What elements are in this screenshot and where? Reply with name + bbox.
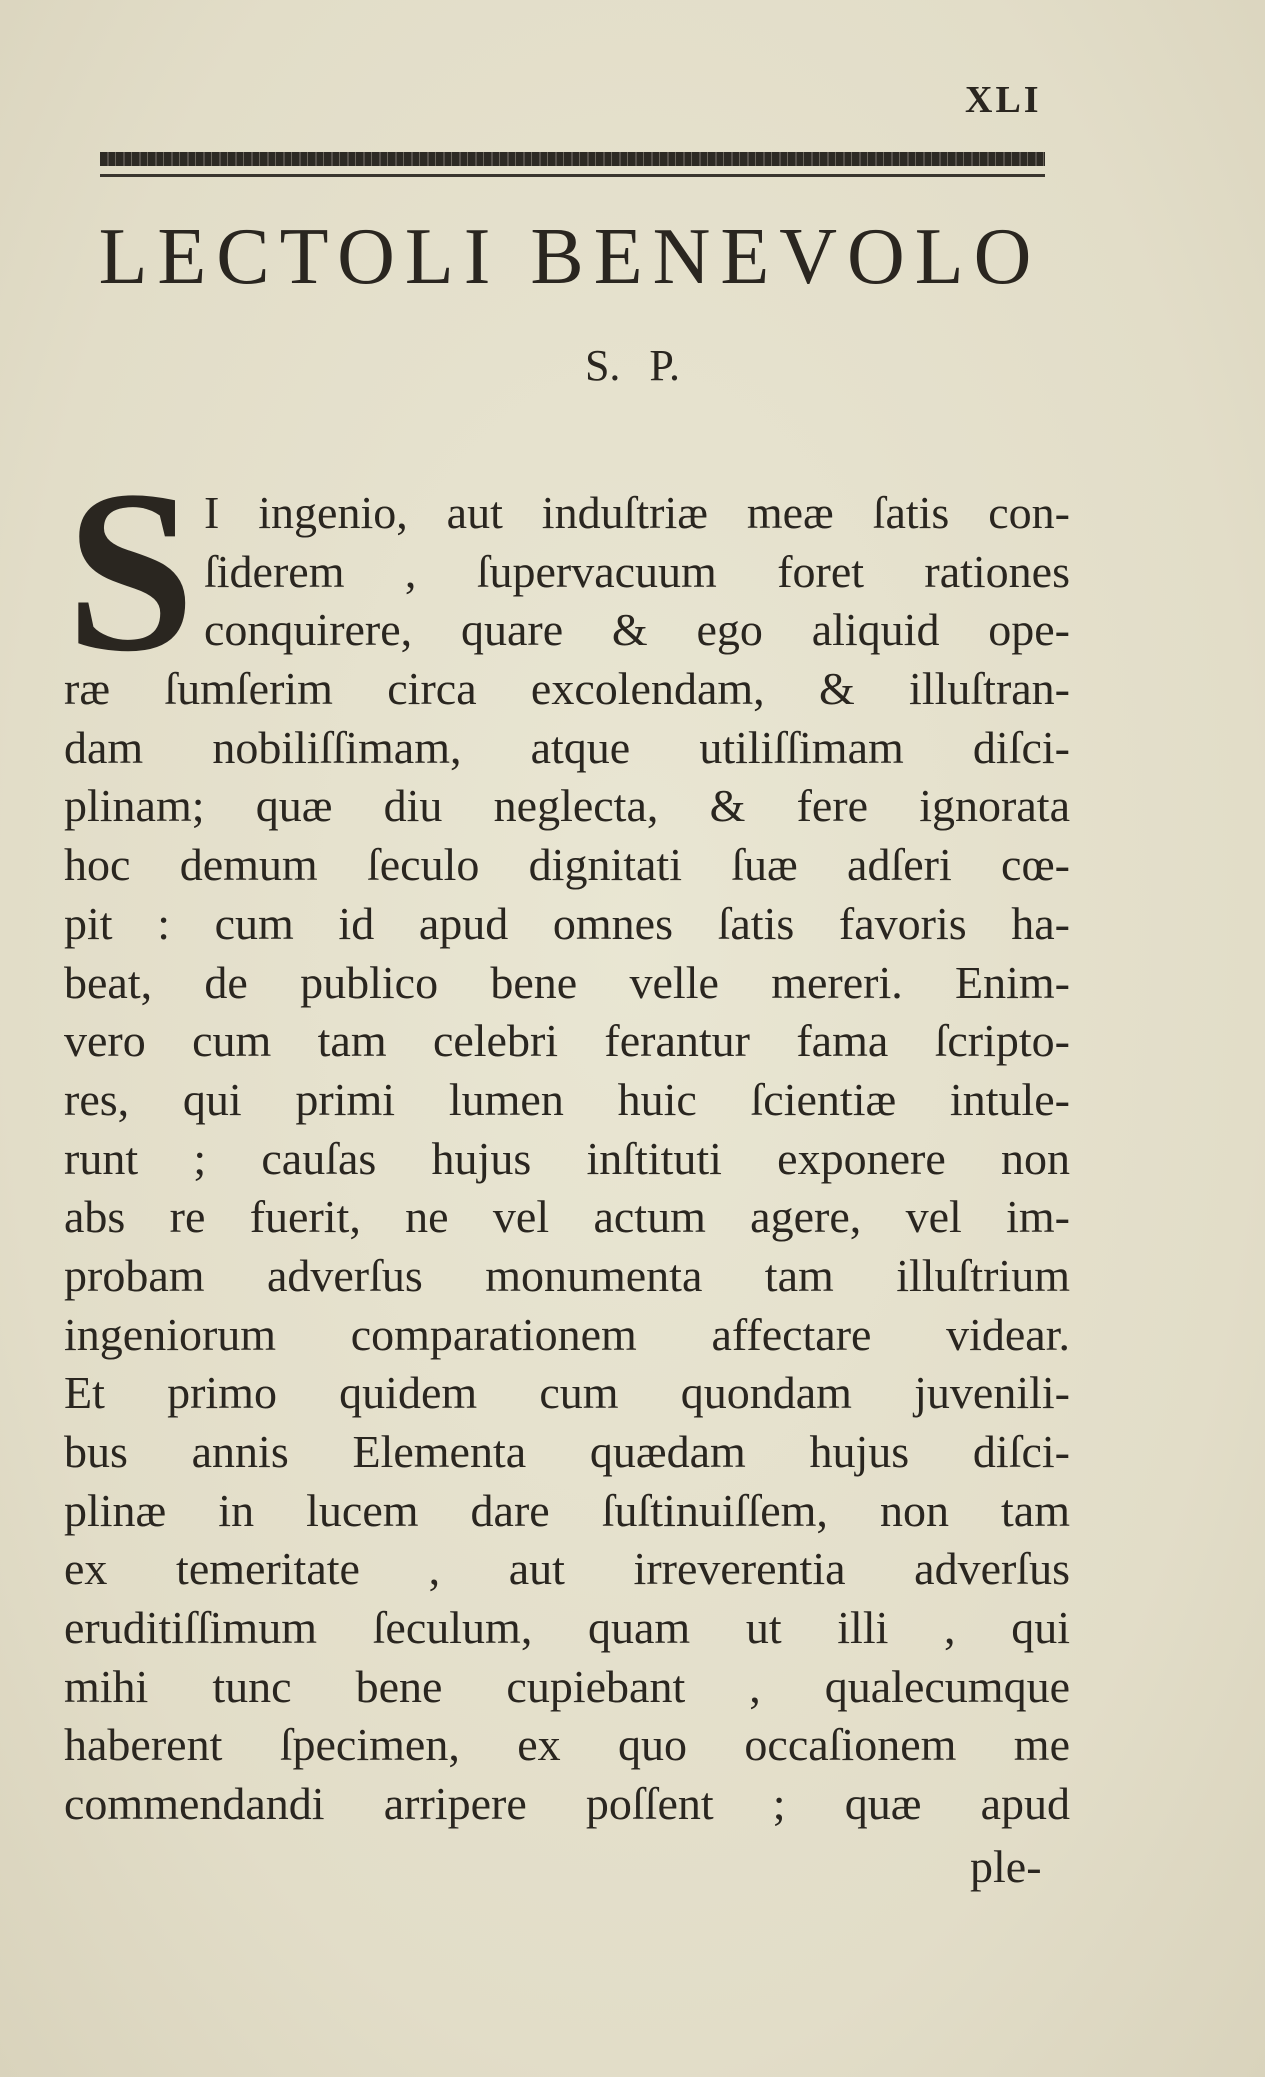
text-line: ex temeritate , aut irreverentia adverſus: [64, 1543, 1070, 1595]
text-line: hoc demum ſeculo dignitati ſuæ adſeri cœ-: [64, 839, 1070, 891]
subtitle: S. P.: [584, 341, 681, 390]
text-line: ingeniorum comparationem affectare videar.: [64, 1308, 1070, 1360]
text-line: ræ ſumſerim circa excolendam, & illuſtran-: [64, 663, 1070, 715]
text-line: runt ; cauſas hujus inſtituti exponere non: [64, 1132, 1070, 1184]
text-line: bus annis Elementa quædam hujus diſci-: [64, 1426, 1070, 1477]
catchword: ple-: [970, 1841, 1042, 1892]
body-text: [64, 484, 1070, 1834]
text-line: I ingenio, aut induſtriæ meæ ſatis con-: [204, 487, 1070, 538]
text-line: haberent ſpecimen, ex quo occaſionem me: [64, 1719, 1070, 1771]
page-title: LECTOLI BENEVOLO: [98, 213, 1042, 301]
text-line: plinam; quæ diu neglecta, & fere ignorata: [64, 780, 1070, 832]
text-line: vero cum tam celebri ferantur fama ſcripto-: [64, 1015, 1070, 1067]
text-line: eruditiſſimum ſeculum, quam ut illi , qui: [64, 1602, 1070, 1654]
page-number: XLI: [965, 79, 1042, 121]
text-line: probam adverſus monumenta tam illuſtrium: [64, 1249, 1070, 1301]
text-line: res, qui primi lumen huic ſcientiæ intule-: [64, 1073, 1070, 1125]
drop-cap: S: [66, 443, 196, 700]
text-line: abs re fuerit, ne vel actum agere, vel im-: [64, 1191, 1070, 1243]
text-line: dam nobiliſſimam, atque utiliſſimam diſci-: [64, 721, 1070, 773]
ornamental-rule: [100, 152, 1045, 166]
text-line: commendandi arripere poſſent ; quæ apud: [64, 1778, 1070, 1830]
text-line: conquirere, quare & ego aliquid ope-: [204, 604, 1070, 656]
text-line: ſiderem , ſupervacuum foret rationes: [204, 545, 1070, 597]
rule-line: [100, 174, 1045, 177]
text-line: Et primo quidem cum quondam juvenili-: [64, 1367, 1070, 1419]
text-line: plinæ in lucem dare ſuſtinuiſſem, non tam: [64, 1484, 1070, 1536]
text-line: beat, de publico bene velle mereri. Enim-: [64, 956, 1070, 1008]
text-line: pit : cum id apud omnes ſatis favoris ha-: [64, 897, 1070, 949]
text-line: mihi tunc bene cupiebant , qualecumque: [64, 1660, 1070, 1712]
